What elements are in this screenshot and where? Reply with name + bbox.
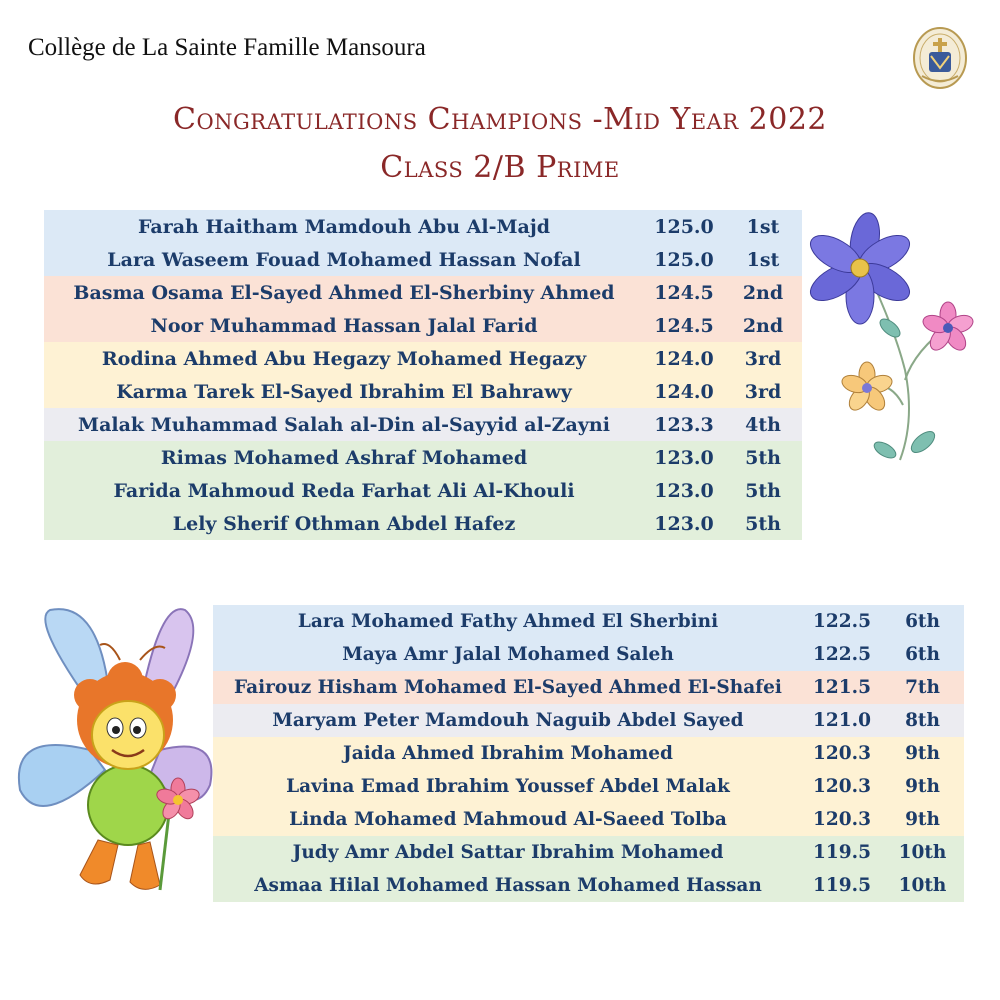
student-score: 122.5	[813, 644, 871, 665]
student-score: 121.0	[813, 710, 871, 731]
student-rank: 6th	[905, 611, 940, 632]
student-score: 124.5	[654, 281, 714, 304]
student-name: Malak Muhammad Salah al-Din al-Sayyid al-Zayni	[78, 413, 610, 436]
student-name: Lely Sherif Othman Abdel Hafez	[172, 512, 516, 535]
table-row	[213, 704, 964, 737]
student-score: 120.3	[813, 776, 871, 797]
table-row	[213, 638, 964, 671]
student-score: 123.0	[654, 512, 714, 535]
table-row	[44, 309, 802, 342]
table-row	[213, 770, 964, 803]
student-rank: 4th	[745, 413, 781, 436]
student-rank: 5th	[745, 479, 781, 502]
student-rank: 10th	[898, 875, 947, 896]
student-score: 121.5	[813, 677, 871, 698]
student-rank: 6th	[905, 644, 940, 665]
seal-emblem-icon	[912, 26, 968, 90]
student-name: Lavina Emad Ibrahim Youssef Abdel Malak	[286, 776, 730, 797]
table-row	[213, 869, 964, 902]
student-name: Rodina Ahmed Abu Hegazy Mohamed Hegazy	[101, 347, 587, 370]
student-name: Farah Haitham Mamdouh Abu Al-Majd	[137, 215, 551, 238]
student-rank: 1st	[746, 215, 780, 238]
table-row	[44, 507, 802, 540]
student-name: Judy Amr Abdel Sattar Ibrahim Mohamed	[292, 842, 724, 863]
student-score: 123.0	[654, 479, 714, 502]
student-rank: 10th	[898, 842, 947, 863]
table-row	[44, 342, 802, 375]
student-score: 120.3	[813, 809, 871, 830]
table-row	[213, 737, 964, 770]
student-score: 123.3	[654, 413, 714, 436]
student-name: Noor Muhammad Hassan Jalal Farid	[150, 314, 538, 337]
student-name: Fairouz Hisham Mohamed El-Sayed Ahmed El-Shafei	[234, 677, 782, 698]
table-row	[44, 474, 802, 507]
student-name: Lara Waseem Fouad Mohamed Hassan Nofal	[107, 248, 581, 271]
page-title: Congratulations Champions -Mid Year 2022	[172, 102, 828, 137]
student-name: Lara Mohamed Fathy Ahmed El Sherbini	[297, 611, 719, 632]
student-rank: 9th	[905, 809, 940, 830]
table-row	[213, 836, 964, 869]
fairy-illustration	[10, 600, 230, 900]
student-score: 124.5	[654, 314, 714, 337]
student-score: 119.5	[813, 842, 871, 863]
student-score: 119.5	[813, 875, 871, 896]
student-rank: 7th	[905, 677, 940, 698]
table-row	[44, 441, 802, 474]
student-rank: 5th	[745, 446, 781, 469]
ranking-table-top	[44, 210, 802, 540]
student-name: Asmaa Hilal Mohamed Hassan Mohamed Hassan	[254, 875, 762, 896]
student-rank: 9th	[905, 743, 940, 764]
student-score: 123.0	[654, 446, 714, 469]
student-rank: 2nd	[742, 314, 784, 337]
student-score: 124.0	[654, 347, 714, 370]
student-rank: 1st	[746, 248, 780, 271]
school-name: Collège de La Sainte Famille Mansoura	[28, 34, 426, 61]
table-row	[213, 803, 964, 836]
flowers-illustration	[805, 210, 985, 470]
student-rank: 5th	[745, 512, 781, 535]
student-rank: 3rd	[744, 380, 782, 403]
student-name: Maryam Peter Mamdouh Naguib Abdel Sayed	[272, 710, 744, 731]
student-score: 125.0	[654, 248, 714, 271]
student-rank: 2nd	[742, 281, 784, 304]
ranking-table-bottom	[213, 605, 964, 902]
student-rank: 3rd	[744, 347, 782, 370]
table-row	[44, 210, 802, 243]
student-rank: 8th	[905, 710, 940, 731]
table-row	[44, 375, 802, 408]
student-name: Rimas Mohamed Ashraf Mohamed	[160, 446, 528, 469]
table-row	[44, 276, 802, 309]
student-score: 125.0	[654, 215, 714, 238]
student-score: 122.5	[813, 611, 871, 632]
student-name: Karma Tarek El-Sayed Ibrahim El Bahrawy	[116, 380, 572, 403]
table-row	[213, 671, 964, 704]
student-name: Maya Amr Jalal Mohamed Saleh	[342, 644, 674, 665]
class-subtitle: Class 2/B Prime	[380, 150, 620, 185]
student-name: Farida Mahmoud Reda Farhat Ali Al-Khouli	[113, 479, 575, 502]
student-name: Linda Mohamed Mahmoud Al-Saeed Tolba	[289, 809, 727, 830]
student-score: 120.3	[813, 743, 871, 764]
student-name: Basma Osama El-Sayed Ahmed El-Sherbiny Ahmed	[73, 281, 615, 304]
student-name: Jaida Ahmed Ibrahim Mohamed	[342, 743, 673, 764]
student-rank: 9th	[905, 776, 940, 797]
table-row	[44, 408, 802, 441]
student-score: 124.0	[654, 380, 714, 403]
table-row	[44, 243, 802, 276]
table-row	[213, 605, 964, 638]
